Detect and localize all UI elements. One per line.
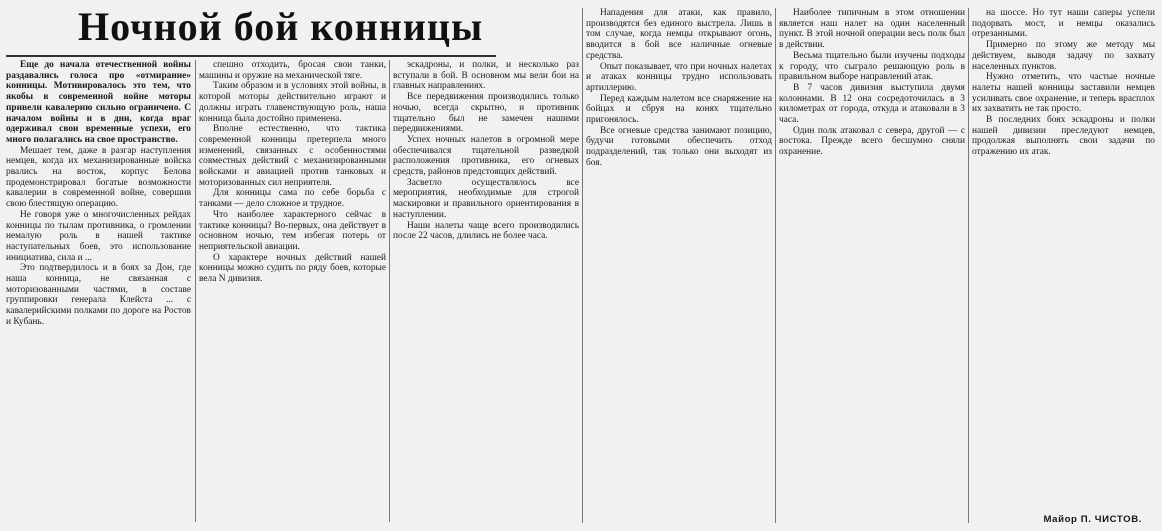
- column-paragraph: Таким образом и в условиях этой войны, в которой моторы действительно играют и должны играть главенствующую роль, наша конница была достойно применена.: [199, 81, 386, 124]
- column-paragraph: Что наиболее характерного сейчас в тактике конницы? Во-первых, она действует в основном ночью, тем избегая потерь от неприятельской авиации.: [199, 209, 386, 252]
- column-paragraph: Наиболее типичным в этом отношении является наш налет на один населенный пункт. В этой ночной операции весь полк был в действии.: [779, 8, 965, 51]
- column-paragraph: Все передвижения производились только ночью, всегда скрытно, и противник тщательно был не замечен нашими передвижениями.: [393, 92, 579, 135]
- column-paragraph: Для конницы сама по себе борьба с танками — дело сложное и трудное.: [199, 188, 386, 210]
- article-title: Ночной бой конницы: [78, 4, 484, 49]
- column-paragraph: Примерно по этому же методу мы действуем, выводя задачу по захвату населенных пунктов.: [972, 40, 1155, 72]
- column-paragraph: В 7 часов дивизия выступила двумя колоннами. В 12 она сосредоточилась в 3 километрах от города, откуда и атаковали в 3 часа.: [779, 82, 965, 126]
- author-signature: Майор П. ЧИСТОВ.: [1043, 514, 1142, 525]
- column-paragraph: Все огневые средства занимают позицию, будучи готовыми обеспечить отход подразделений, так только они выходят из боя.: [586, 125, 772, 168]
- article-column-6: [972, 8, 1155, 508]
- column-divider: [389, 60, 390, 522]
- article-column-5: [779, 8, 965, 522]
- column-paragraph: эскадроны, и полки, и несколько раз вступали в бой. В основном мы вели бои на главных направлениях.: [393, 60, 579, 92]
- column-paragraph: Мешает тем, даже в разгар наступления немцев, когда их механизированные войска рвались на восток, корпус Белова продемонстрировал богатые возможности кавалерии в современной войне, совершив свою блестящую операцию.: [6, 145, 191, 210]
- column-paragraph: Весьма тщательно были изучены подходы к городу, что сыграло решающую роль в правильном выборе направлений атак.: [779, 50, 965, 83]
- column-paragraph: Наши налеты чаще всего производились после 22 часов, длились не более часа.: [393, 220, 579, 242]
- column-divider: [582, 8, 583, 523]
- column-divider: [195, 60, 196, 522]
- column-paragraph: Один полк атаковал с севера, другой — с востока. Прежде всего бесшумно сняли охранение.: [779, 125, 965, 158]
- column-paragraph: Не говоря уже о многочисленных рейдах конницы по тылам противника, о громлении немалую роль в нашей тактике наступательных боев, это использование инициатива, сила и ...: [6, 209, 191, 263]
- column-paragraph: спешно отходить, бросая свои танки, машины и оружие на механической тяге.: [199, 60, 386, 81]
- column-paragraph: О характере ночных действий нашей конницы можно судить по ряду боев, которые вела N дивизия.: [199, 252, 386, 285]
- column-paragraph: Вполне естественно, что тактика современной конницы претерпела много изменений, связанных с особенностями совместных действий с механизированными войсками и авиацией против танковых и моторизованных сил неприятеля.: [199, 124, 386, 188]
- column-paragraph: Перед каждым налетом все снаряжение на бойцах и сбруя на конях тщательно пригонялось.: [586, 93, 772, 126]
- article-column-1: [6, 60, 191, 522]
- column-paragraph: Засветло осуществлялось все мероприятия, необходимые для строгой маскировки и правильного ориентирования в наступлении.: [393, 177, 579, 220]
- column-paragraph: В последних боях эскадроны и полки нашей дивизии преследуют немцев, продолжая выполнять свои задачи по отражению их атак.: [972, 115, 1155, 158]
- column-paragraph: Опыт показывает, что при ночных налетах и атаках конницы трудно использовать артиллерию.: [586, 61, 772, 93]
- column-paragraph: Успех ночных налетов в огромной мере обеспечивался тщательной разведкой расположения противника, его огневых средств, районов предстоящих действий.: [393, 134, 579, 178]
- article-column-4: [586, 8, 772, 522]
- column-divider: [968, 8, 969, 523]
- column-paragraph: на шоссе. Но тут наши саперы успели подорвать мост, и немцы оказались отрезанными.: [972, 8, 1155, 40]
- column-divider: [775, 8, 776, 523]
- column-paragraph: Еще до начала отечественной войны раздавались голоса про «отмирание» конницы. Мотивировалось это тем, что якобы в современной войне моторы привели кавалерию сильно ограничено. С началом войны и в дни, когда враг одерживал свои временные успехи, его много полагались на свое пространство.: [6, 60, 191, 145]
- article-column-2: [199, 60, 386, 522]
- title-rule: [6, 55, 496, 57]
- column-paragraph: Нужно отметить, что частые ночные налеты нашей конницы заставили немцев усиливать свое охранение, и теперь врасплох их захватить не так просто.: [972, 72, 1155, 115]
- column-paragraph: Это подтвердилось и в боях за Дон, где наша конница, не связанная с моторизованными частями, в составе группировки генерала Клейста ... с кавалерийскими полками по дороге на Ростов и Кубань.: [6, 263, 191, 327]
- column-paragraph: Нападения для атаки, как правило, производятся без единого выстрела. Лишь в том случае, когда немцы открывают огонь, вводится в бой все наличные огневые средства.: [586, 8, 772, 61]
- article-column-3: [393, 60, 579, 522]
